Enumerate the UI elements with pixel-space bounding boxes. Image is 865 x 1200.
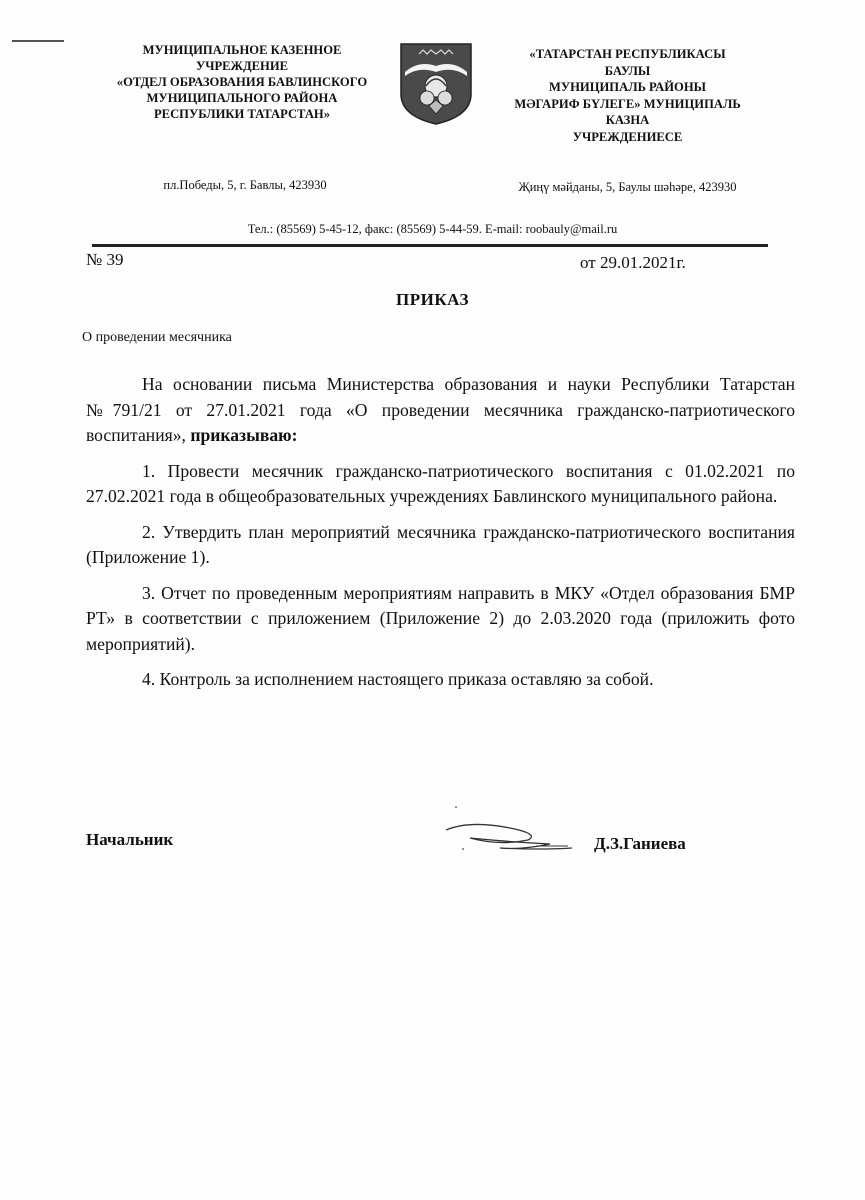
order-item: 1. Провести месячник гражданско-патриотического воспитания с 01.02.2021 по 27.02.2021 года в общеобразовательных учреждениях Бавлинского муниципального района. xyxy=(86,460,795,506)
header-left-line: РЕСПУБЛИКИ ТАТАРСТАН» xyxy=(153,107,331,121)
header-right-line: БАУЛЫ xyxy=(604,63,651,78)
header-left-line: «ОТДЕЛ ОБРАЗОВАНИЯ БАВЛИНСКОГО xyxy=(116,75,368,89)
order-item: 4. Контроль за исполнением настоящего приказа оставляю за собой. xyxy=(142,669,654,689)
document-number: № 39 xyxy=(86,250,124,269)
coat-of-arms-emblem xyxy=(399,42,473,126)
address-left: пл.Победы, 5, г. Бавлы, 423930 xyxy=(163,178,327,192)
order-item: 3. Отчет по проведенным мероприятиям направить в МКУ «Отдел образования БМР РТ» в соответствии с приложением (Приложение 2) до 2.03.2020 года (приложить фото мероприятий). xyxy=(86,582,795,654)
signatory-role: Начальник xyxy=(86,830,174,849)
document-date: от 29.01.2021г. xyxy=(580,253,686,272)
scan-mark xyxy=(12,40,64,42)
scan-speck xyxy=(455,806,457,808)
preamble-bold: приказываю: xyxy=(190,425,298,445)
header-left-org xyxy=(92,42,392,122)
header-right-line: УЧРЕЖДЕНИЕСЕ xyxy=(572,129,683,144)
header-divider xyxy=(92,244,768,247)
document-body xyxy=(86,372,795,703)
scan-speck xyxy=(462,848,464,850)
document-subject: О проведении месячника xyxy=(82,330,232,345)
document-title: ПРИКАЗ xyxy=(396,290,469,309)
preamble-text: На основании письма Министерства образования и науки Республики Татарстан №791/21 от 27.01.2021 года «О проведении месячника гражданско-патриотического воспитания», xyxy=(86,374,795,445)
header-left-line: МУНИЦИПАЛЬНОГО РАЙОНА xyxy=(146,91,338,105)
header-right-org xyxy=(485,46,770,145)
header-left-line: МУНИЦИПАЛЬНОЕ КАЗЕННОЕ xyxy=(142,43,342,57)
preamble-paragraph xyxy=(86,372,795,449)
header-right-line: МУНИЦИПАЛЬ РАЙОНЫ xyxy=(549,80,706,94)
signatory-name: Д.З.Ганиева xyxy=(594,834,686,853)
header-right-line: «ТАТАРСТАН РЕСПУБЛИКАСЫ xyxy=(529,47,726,61)
contacts-line: Тел.: (85569) 5-45-12, факс: (85569) 5-44-59. E-mail: roobauly@mail.ru xyxy=(247,222,618,236)
header-right-line: КАЗНА xyxy=(605,113,650,127)
header-left-line: УЧРЕЖДЕНИЕ xyxy=(195,59,289,73)
handwritten-signature xyxy=(440,816,580,860)
address-right: Җиңү мәйданы, 5, Баулы шәһәре, 423930 xyxy=(518,180,737,194)
order-item: 2. Утвердить план мероприятий месячника гражданско-патриотического воспитания (Приложение 1). xyxy=(86,521,795,567)
header-right-line: МӘГАРИФ БҮЛЕГЕ» МУНИЦИПАЛЬ xyxy=(514,96,741,111)
